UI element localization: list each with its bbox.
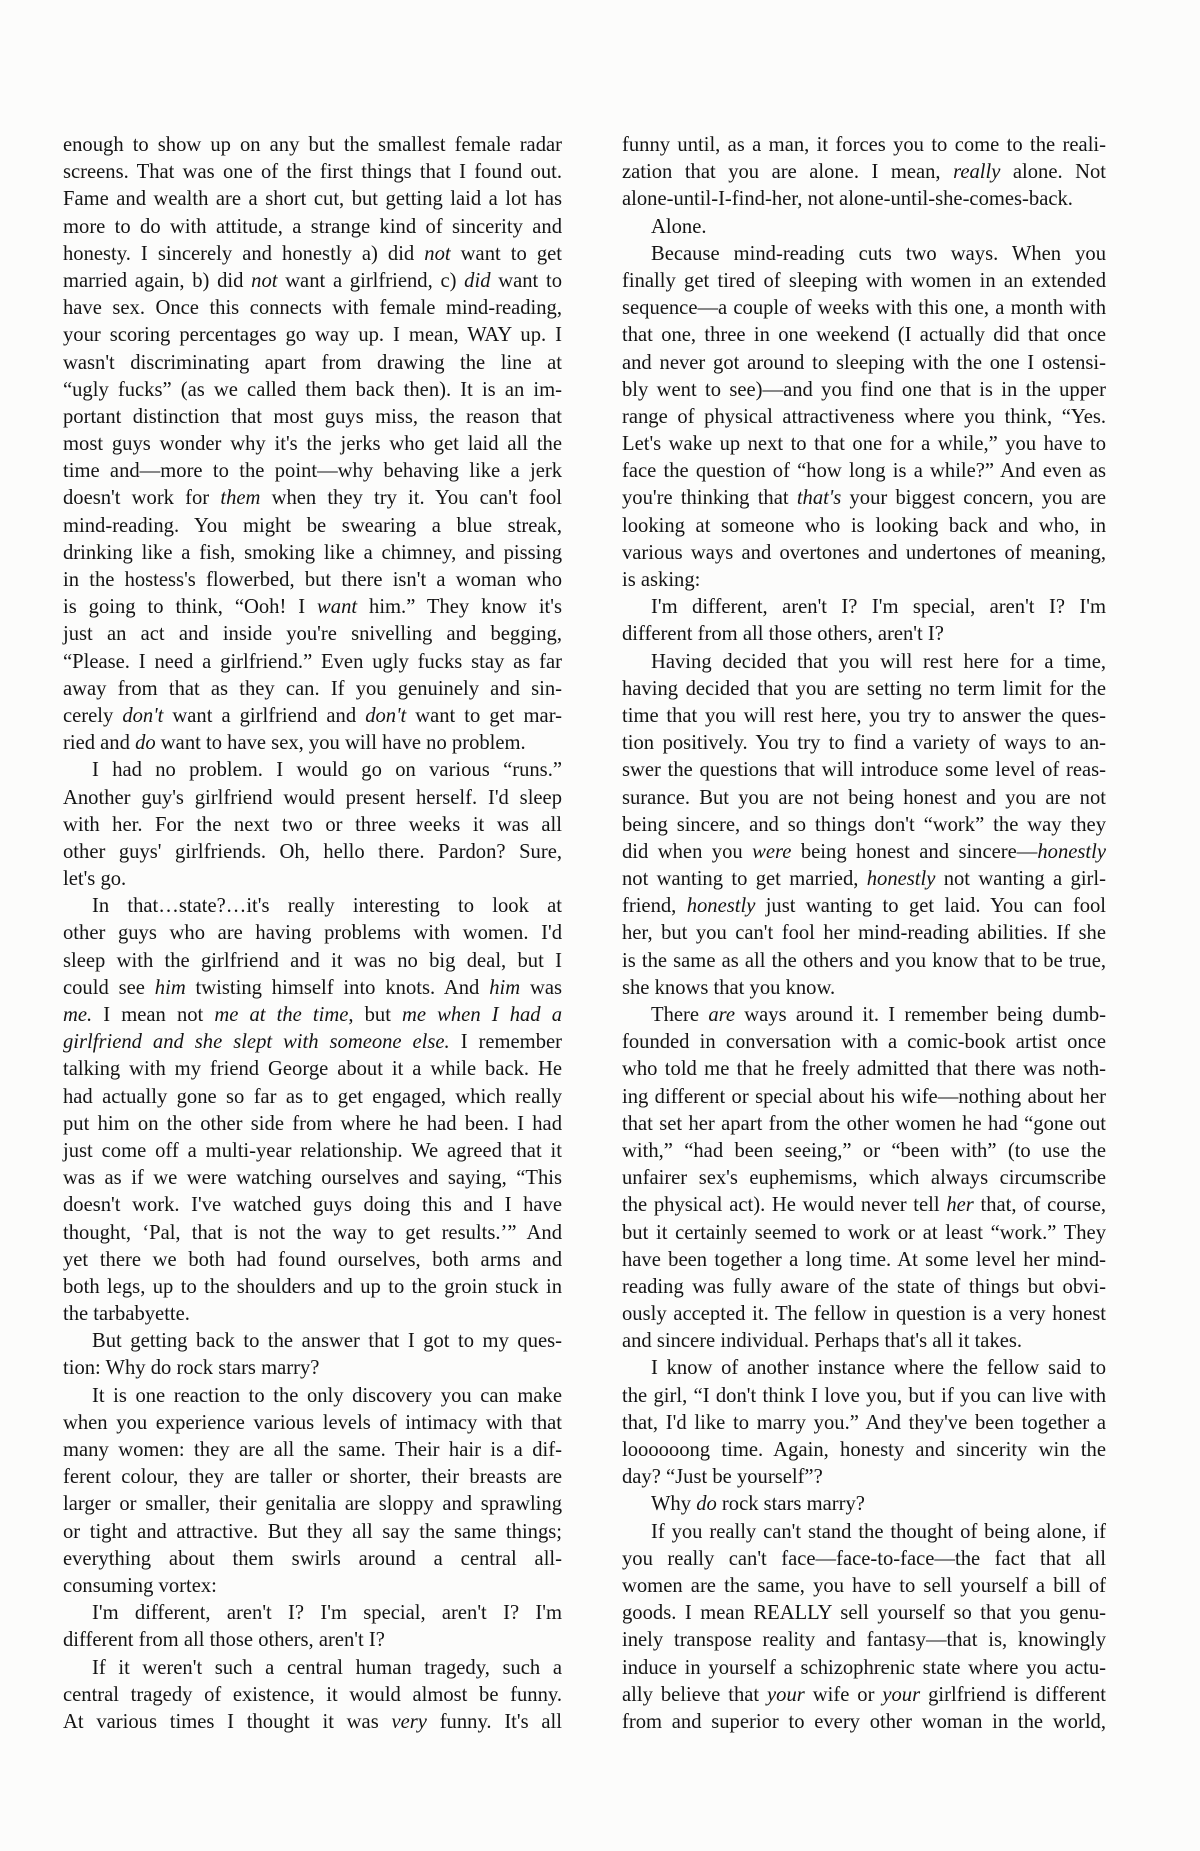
paragraph	[622, 594, 1106, 648]
text-line: more to do with attitude, a strange kind of sincerity and	[63, 215, 562, 238]
emphasis: really	[953, 161, 1001, 184]
text-line: you're thinking that that's your biggest concern, you are	[622, 487, 1106, 510]
text-line: having decided that you are setting no term limit for the	[622, 677, 1106, 700]
text-line: girlfriend and she slept with someone else. I remember	[63, 1031, 562, 1054]
emphasis: your	[882, 1683, 921, 1706]
text-line: with,” “had been seeing,” or “been with” (to use the	[622, 1139, 1106, 1162]
text-line: everything about them swirls around a central all-	[63, 1547, 562, 1570]
paragraph	[63, 132, 562, 757]
text-line: There are ways around it. I remember being dumb-	[651, 1004, 1106, 1026]
text-line: thought, ‘Pal, that is not the way to get results.’” And	[63, 1221, 562, 1244]
text-line: is the same as all the others and you know that to be true,	[622, 949, 1106, 972]
text-line: various ways and overtones and undertones of meaning,	[622, 541, 1106, 564]
paragraph	[622, 1002, 1106, 1355]
paragraph	[63, 893, 562, 1328]
text-line: Having decided that you will rest here for a time,	[651, 650, 1106, 673]
text-line: sequence—a couple of weeks with this one, a month with	[622, 297, 1106, 320]
text-line: yet there we both had found ourselves, both arms and	[63, 1248, 562, 1271]
text-line: ing different or special about his wife—nothing about her	[622, 1085, 1106, 1108]
text-line: is asking:	[622, 569, 701, 591]
text-line: friend, honestly just wanting to get laid. You can fool	[622, 895, 1107, 918]
paragraph	[622, 1355, 1106, 1491]
text-line: just come off a multi-year relationship. We agreed that it	[63, 1139, 562, 1162]
text-line: It is one reaction to the only discovery you can make	[92, 1384, 562, 1407]
text-line: Let's wake up next to that one for a while,” you have to	[622, 433, 1106, 456]
text-line: doesn't work. I've watched guys doing this and I have	[63, 1194, 562, 1217]
text-line: mind-reading. You might be swearing a blue streak,	[63, 514, 562, 537]
text-line: me. I mean not me at the time, but me when I had a	[63, 1004, 562, 1026]
emphasis: not	[424, 242, 451, 265]
text-line: finally get tired of sleeping with women in an extended	[622, 269, 1106, 292]
emphasis: me.	[63, 1004, 93, 1026]
text-line: goods. I mean REALLY sell yourself so that you genu-	[622, 1602, 1106, 1625]
text-line: If it weren't such a central human tragedy, such a	[92, 1656, 562, 1679]
text-line: was as if we were watching ourselves and saying, “This	[63, 1167, 562, 1190]
text-line: is going to think, “Ooh! I want him.” They know it's	[63, 596, 562, 619]
text-line: enough to show up on any but the smallest female radar	[63, 134, 562, 156]
text-line: not wanting to get married, honestly not wanting a girl-	[622, 868, 1106, 891]
emphasis: do	[135, 732, 156, 755]
text-line: Why do rock stars marry?	[651, 1493, 865, 1516]
text-line: I know of another instance where the fellow said to	[651, 1357, 1106, 1380]
text-line: central tragedy of existence, it would almost be funny.	[63, 1683, 562, 1706]
text-line: I'm different, aren't I? I'm special, aren't I? I'm	[92, 1602, 562, 1625]
text-line: most guys wonder why it's the jerks who get laid all the	[63, 433, 562, 456]
text-line: with her. For the next two or three weeks it was all	[63, 813, 562, 836]
text-line: “ugly fucks” (as we called them back then). It is an im-	[63, 378, 562, 401]
left-text-column	[63, 132, 562, 1736]
text-line: in the hostess's flowerbed, but there isn't a woman who	[63, 569, 562, 591]
text-line: other guys' girlfriends. Oh, hello there. Pardon? Sure,	[63, 840, 562, 863]
text-line: that one, three in one weekend (I actually did that once	[622, 324, 1106, 347]
text-line: cerely don't want a girlfriend and don't want to get mar-	[63, 704, 563, 727]
paragraph	[63, 1383, 562, 1601]
emphasis: them	[220, 487, 261, 510]
text-line: Fame and wealth are a short cut, but getting laid a lot has	[63, 188, 562, 211]
text-line: let's go.	[63, 868, 127, 891]
text-line: different from all those others, aren't I?	[622, 623, 944, 646]
text-line: time that you will rest here, you try to answer the ques-	[622, 704, 1106, 727]
emphasis: not	[251, 269, 278, 292]
text-line: But getting back to the answer that I got to my ques-	[92, 1330, 562, 1353]
emphasis: don't	[365, 704, 407, 727]
emphasis: are	[708, 1004, 735, 1026]
emphasis: want	[317, 596, 358, 619]
text-line: the girl, “I don't think I love you, but if you can live with	[622, 1384, 1106, 1407]
text-line: just an act and inside you're snivelling and begging,	[63, 623, 562, 646]
text-line: range of physical attractiveness where you think, “Yes.	[622, 405, 1106, 428]
text-line: reading was fully aware of the state of things but obvi-	[622, 1275, 1106, 1298]
emphasis: honestly	[866, 868, 936, 891]
text-line: portant distinction that most guys miss, the reason that	[63, 405, 562, 428]
text-line: larger or smaller, their genitalia are sloppy and sprawling	[63, 1493, 562, 1516]
text-line: drinking like a fish, smoking like a chimney, and pissing	[63, 541, 562, 564]
text-line: ferent colour, they are taller or shorter, their breasts are	[63, 1466, 562, 1489]
text-line: ally believe that your wife or your girlfriend is different	[622, 1683, 1106, 1706]
text-line: loooooong time. Again, honesty and sincerity win the	[622, 1439, 1106, 1461]
emphasis: very	[391, 1710, 427, 1733]
text-line: women are the same, you have to sell yourself a bill of	[622, 1574, 1106, 1597]
text-line: swer the questions that will introduce some level of reas-	[622, 759, 1106, 782]
text-line: have been together a long time. At some level her mind-	[622, 1248, 1106, 1271]
text-line: or tight and attractive. But they all say the same things;	[63, 1520, 562, 1543]
text-line: bly went to see)—and you find one that is in the upper	[622, 378, 1106, 401]
text-line: ously accepted it. The fellow in question is a very honest	[622, 1303, 1106, 1326]
emphasis: your	[767, 1683, 805, 1706]
emphasis: do	[696, 1493, 717, 1516]
right-text-column	[622, 132, 1106, 1736]
text-line: Alone.	[651, 215, 707, 238]
emphasis: were	[752, 840, 792, 863]
paragraph	[622, 649, 1106, 1002]
paragraph	[622, 1519, 1106, 1737]
emphasis: that's	[796, 487, 842, 510]
text-line: and sincere individual. Perhaps that's all it takes.	[622, 1330, 1023, 1353]
text-line: face the question of “how long is a while?” And even as	[622, 460, 1106, 483]
text-line: many women: they are all the same. Their hair is a dif-	[63, 1439, 562, 1461]
text-line: could see him twisting himself into knots. And him was	[63, 976, 562, 999]
text-line: sleep with the girlfriend and it was no big deal, but I	[63, 949, 562, 972]
paragraph	[63, 757, 562, 893]
text-line: tion: Why do rock stars marry?	[63, 1357, 320, 1380]
text-line: At various times I thought it was very funny. It's all	[63, 1710, 562, 1733]
text-line: she knows that you know.	[622, 976, 836, 999]
emphasis: honestly	[1037, 840, 1106, 863]
text-line: married again, b) did not want a girlfriend, c) did want to	[63, 269, 562, 292]
emphasis: me when I had a	[402, 1004, 562, 1026]
text-line: but it certainly seemed to work or at least “work.” They	[622, 1221, 1106, 1244]
emphasis: him	[154, 976, 186, 999]
emphasis: girlfriend and she slept with someone else.	[63, 1031, 450, 1054]
text-line: that set her apart from the other women he had “gone out	[622, 1112, 1106, 1135]
text-line: zation that you are alone. I mean, really alone. Not	[622, 161, 1106, 184]
text-line: both legs, up to the shoulders and up to the groin stuck in	[63, 1275, 562, 1298]
paragraph	[63, 1655, 562, 1737]
text-line: day? “Just be yourself”?	[622, 1466, 823, 1489]
text-line: “Please. I need a girlfriend.” Even ugly fucks stay as far	[63, 650, 562, 673]
text-line: other guys who are having problems with women. I'd	[63, 922, 562, 945]
text-line: have sex. Once this connects with female mind-reading,	[63, 297, 562, 320]
text-line: inely transpose reality and fantasy—that is, knowingly	[622, 1629, 1106, 1652]
text-line: did when you were being honest and sincere—honestly	[622, 840, 1106, 863]
text-line: the physical act). He would never tell her that, of course,	[622, 1194, 1106, 1217]
text-line: I had no problem. I would go on various “runs.”	[92, 759, 562, 782]
text-line: different from all those others, aren't I?	[63, 1629, 385, 1652]
paragraph	[622, 241, 1106, 594]
text-line: from and superior to every other woman in the world,	[622, 1710, 1106, 1733]
text-line: ried and do want to have sex, you will have no problem.	[63, 732, 526, 755]
paragraph	[63, 1328, 562, 1382]
text-line: and never got around to sleeping with the one I ostensi-	[622, 351, 1106, 374]
text-line: induce in yourself a schizophrenic state where you actu-	[622, 1656, 1106, 1679]
text-line: founded in conversation with a comic-book artist once	[622, 1031, 1106, 1054]
text-line: wasn't discriminating apart from drawing the line at	[63, 351, 562, 374]
text-line: who told me that he freely admitted that there was noth-	[622, 1058, 1106, 1081]
text-line: talking with my friend George about it a while back. He	[63, 1058, 562, 1081]
text-line: Because mind-reading cuts two ways. When you	[651, 242, 1106, 265]
text-line: away from that as they can. If you genuinely and sin-	[63, 677, 562, 700]
text-line: the tarbabyette.	[63, 1303, 190, 1326]
emphasis: did	[464, 269, 491, 292]
emphasis: honestly	[686, 895, 756, 918]
text-line: looking at someone who is looking back and who, in	[622, 514, 1106, 537]
emphasis: don't	[122, 704, 164, 727]
paragraph	[63, 1600, 562, 1654]
text-line: consuming vortex:	[63, 1574, 217, 1597]
text-line: your scoring percentages go way up. I mean, WAY up. I	[63, 324, 562, 347]
text-line: you really can't face—face-to-face—the fact that all	[622, 1547, 1106, 1570]
text-line: honesty. I sincerely and honestly a) did not want to get	[63, 242, 563, 265]
text-line: surance. But you are not being honest and you are not	[622, 786, 1106, 809]
text-line: unfairer sex's euphemisms, which always circumscribe	[622, 1167, 1106, 1190]
text-line: screens. That was one of the first things that I found out.	[63, 161, 562, 184]
text-line: when you experience various levels of intimacy with that	[63, 1411, 562, 1434]
paragraph	[622, 1491, 1106, 1518]
text-line: In that…state?…it's really interesting to look at	[92, 895, 562, 918]
text-line: her, but you can't fool her mind-reading abilities. If she	[622, 922, 1106, 945]
text-line: Another guy's girlfriend would present herself. I'd sleep	[63, 786, 562, 809]
text-line: I'm different, aren't I? I'm special, aren't I? I'm	[651, 596, 1106, 619]
text-line: had actually gone so far as to get engaged, which really	[63, 1085, 562, 1108]
text-line: alone-until-I-find-her, not alone-until-she-comes-back.	[622, 188, 1073, 211]
emphasis: me at the time	[214, 1004, 349, 1026]
emphasis: her	[946, 1194, 974, 1217]
text-line: being sincere, and so things don't “work” the way they	[622, 813, 1106, 836]
text-line: If you really can't stand the thought of being alone, if	[651, 1520, 1106, 1543]
emphasis: him	[489, 976, 521, 999]
text-line: time and—more to the point—why behaving like a jerk	[63, 460, 562, 483]
paragraph	[622, 132, 1106, 214]
text-line: doesn't work for them when they try it. You can't fool	[63, 487, 562, 510]
text-line: put him on the other side from where he had been. I had	[63, 1112, 562, 1135]
text-line: that, I'd like to marry you.” And they've been together a	[622, 1411, 1106, 1434]
text-line: funny until, as a man, it forces you to come to the reali-	[622, 134, 1106, 156]
text-line: tion positively. You try to find a variety of ways to an-	[622, 732, 1106, 755]
paragraph	[622, 214, 1106, 241]
